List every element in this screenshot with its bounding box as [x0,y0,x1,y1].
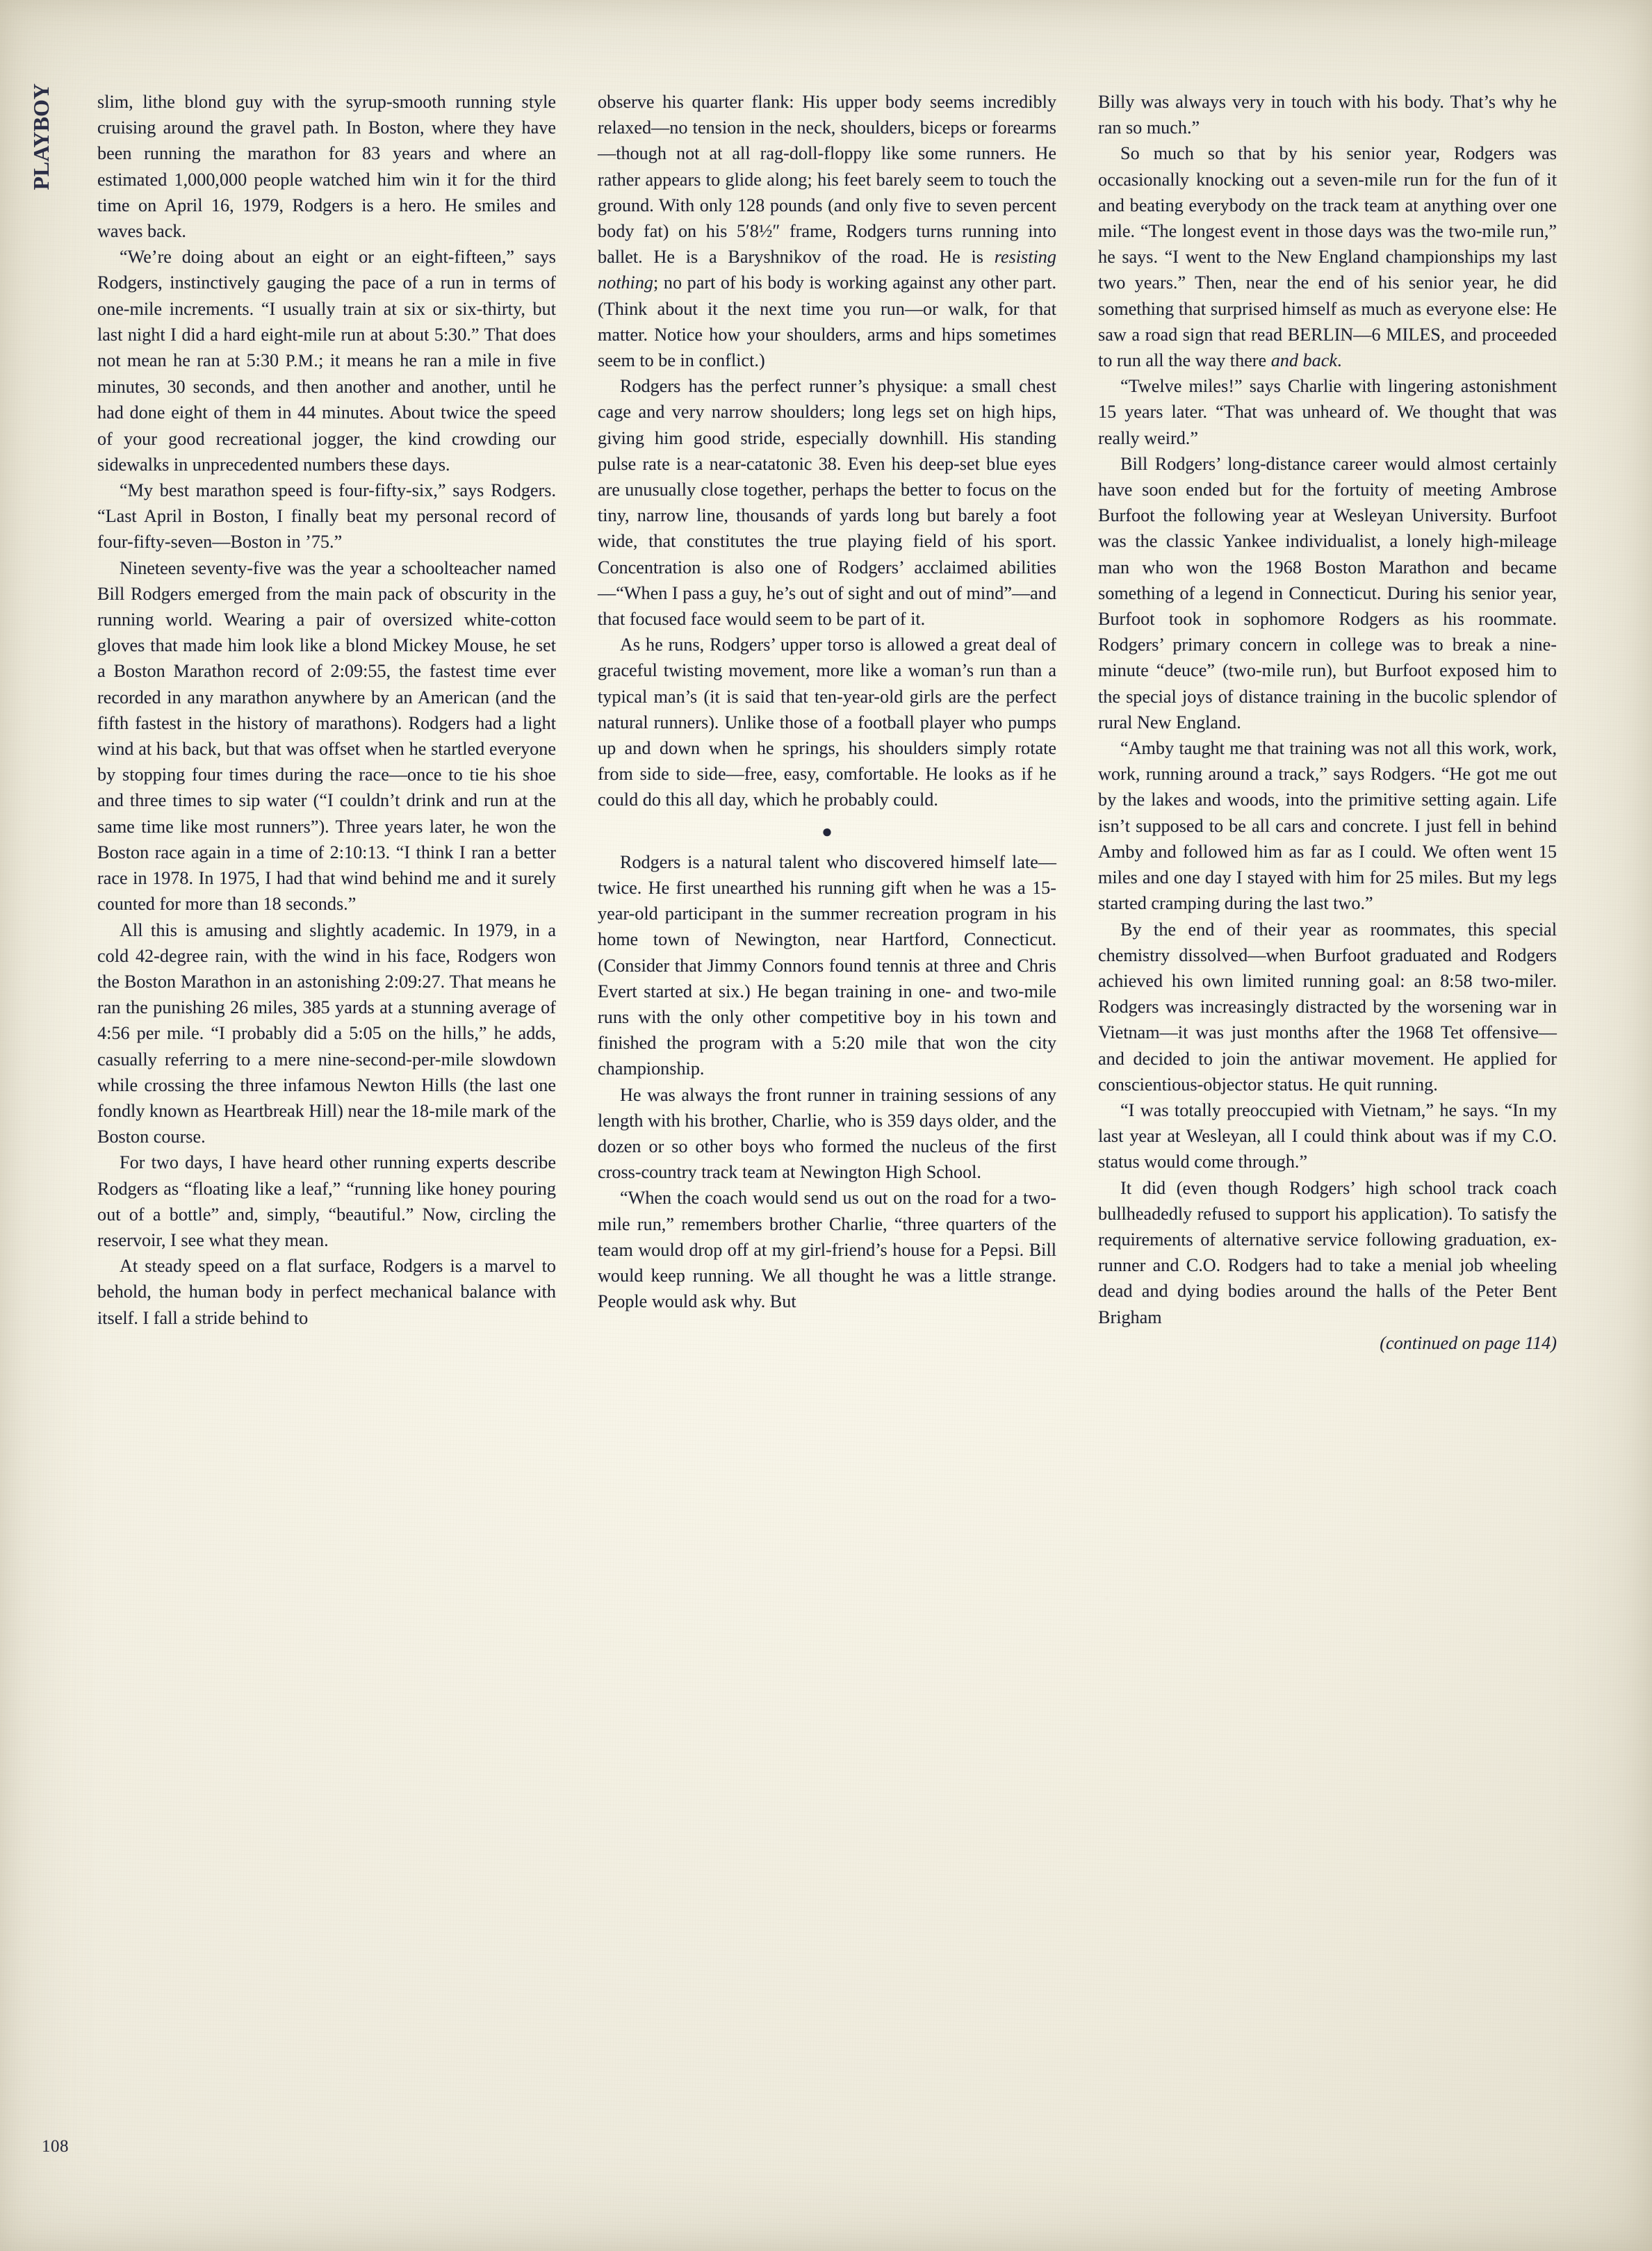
paragraph: slim, lithe blond guy with the syrup-smooth running style cruising around the gravel path. In Boston, where they have been running the marathon for 83 years and where an estimated 1,000,000 people watched him win it for the third time on April 16, 1979, Rodgers is a hero. He smiles and waves back. [97,92,556,242]
article-columns [97,89,1557,1356]
paragraph: Nineteen seventy-five was the year a schoolteacher named Bill Rodgers emerged from the main pack of obscurity in the running world. Wearing a pair of oversized white-cotton gloves that made him look like a blond Mickey Mouse, he set a Boston Marathon record of 2:09:55, the fastest time ever recorded in any marathon anywhere by an American (and the fifth fastest in the history of marathons). Rodgers had a light wind at his back, but that was offset when he startled everyone by stopping four times during the race—once to tie his shoe and three times to sip water (“I couldn’t drink and run at the same time like most runners”). Three years later, he won the Boston race again in a time of 2:10:13. “I think I ran a better race in 1978. In 1975, I had that wind behind me and it surely counted for more than 18 seconds.” [97,557,556,915]
paragraph: “My best marathon speed is four-fifty-six,” says Rodgers. “Last April in Boston, I finally beat my personal record of four-fifty-seven—Boston in ’75.” [97,480,556,552]
paragraph: At steady speed on a flat surface, Rodgers is a marvel to behold, the human body in perfect mechanical balance with itself. I fall a stride behind to [97,1256,556,1328]
paragraph: “When the coach would send us out on the road for a two-mile run,” remembers brother Charlie, “three quarters of the team would drop off at my girl-friend’s house for a Pepsi. Bill would keep running. We all thought he was a little strange. People would ask why. But [598,1188,1056,1312]
continued-note: (continued on page 114) [1380,1332,1557,1353]
paragraph: “Amby taught me that training was not all this work, work, work, running around a track,” says Rodgers. “He got me out by the lakes and woods, into the primitive setting again. Life isn’t supposed to be all cars and concrete. I just fell in behind Amby and followed him as far as I could. We often went 15 miles and one day I stayed with him for 25 miles. But my legs started cramping during the last two.” [1098,738,1557,914]
italic-run: and back [1270,350,1337,371]
paragraph: “Twelve miles!” says Charlie with lingering astonishment 15 years later. “That was unheard of. We thought that was really weird.” [1098,376,1557,448]
text-column-3 [1098,89,1557,1356]
small-caps-run: P.M. [285,352,319,371]
paragraph: Bill Rodgers’ long-distance career would almost certainly have soon ended but for the fortuity of meeting Ambrose Burfoot the following year at Wesleyan University. Burfoot was the classic Yankee individualist, a lonely high-mileage man who won the 1968 Boston Marathon and became something of a legend in Connecticut. During his senior year, Burfoot took in sophomore Rodgers as his roommate. Rodgers’ primary concern in college was to break a nine-minute “deuce” (two-mile run), but Burfoot exposed him to the special joys of distance training in the bucolic splendor of rural New England. [1098,453,1557,732]
paragraph: Rodgers is a natural talent who discovered himself late—twice. He first unearthed his running gift when he was a 15-year-old participant in the summer recreation program in his home town of Newington, near Hartford, Connecticut. (Consider that Jimmy Connors found tennis at three and Chris Evert started at six.) He began training in one- and two-mile runs with the only other competitive boy in his town and finished the program with a 5:20 mile that won the city championship. [598,851,1056,1079]
paragraph: He was always the front runner in training sessions of any length with his brother, Charlie, who is 359 days older, and the dozen or so other boys who formed the nucleus of the first cross-country track team at Newington High School. [598,1084,1056,1183]
paragraph: For two days, I have heard other running experts describe Rodgers as “floating like a leaf,” “running like honey pouring out of a bottle” and, simply, “beautiful.” Now, circling the reservoir, I see what they mean. [97,1152,556,1250]
paragraph: “I was totally preoccupied with Vietnam,” he says. “In my last year at Wesleyan, all I could think about was if my C.O. status would come through.” [1098,1099,1557,1172]
paragraph: So much so that by his senior year, Rodgers was occasionally knocking out a seven-mile run for the fun of it and beating everybody on the track team at anything over one mile. “The longest event in those days was the two-mile run,” he says. “I went to the New England championships my last two years.” Then, near the end of his senior year, he did something that surprised himself as much as everyone else: He saw a road sign that read BERLIN—6 MILES, and proceeded to run all the way there and back. [1098,143,1557,371]
text-column-1 [97,89,556,1356]
paragraph: Rodgers has the perfect runner’s physique: a small chest cage and very narrow shoulders; long legs set on high hips, giving him good stride, especially downhill. His standing pulse rate is a near-catatonic 38. Even his deep-set blue eyes are unusually close together, perhaps the better to focus on the tiny, narrow line, thousands of yards long but barely a foot wide, that constitutes the true playing field of his sport. Concentration is also one of Rodgers’ acclaimed abilities—“When I pass a guy, he’s out of sight and out of mind”—and that focused face would seem to be part of it. [598,376,1056,630]
playboy-masthead: PLAYBOY [28,83,54,190]
text-column-2 [598,89,1056,1356]
section-break-bullet: ● [821,821,833,842]
paragraph: observe his quarter flank: His upper body seems incredibly relaxed—no tension in the neck, shoulders, biceps or forearms—though not at all rag-doll-floppy like some runners. He rather appears to glide along; his feet barely seem to touch the ground. With only 128 pounds (and only five to seven percent body fat) on his 5′8½″ frame, Rodgers turns running into ballet. He is a Baryshnikov of the road. He is resisting nothing; no part of his body is working against any other part. (Think about it the next time you run—or walk, for that matter. Notice how your shoulders, arms and hips sometimes seem to be in conflict.) [598,92,1056,371]
paragraph: As he runs, Rodgers’ upper torso is allowed a great deal of graceful twisting movement, more like a woman’s run than a typical man’s (it is said that ten-year-old girls are the perfect natural runners). Unlike those of a football player who pumps up and down when he springs, his shoulders simply rotate from side to side—free, easy, comfortable. He looks as if he could do this all day, which he probably could. [598,635,1056,810]
paragraph: Billy was always very in touch with his body. That’s why he ran so much.” [1098,92,1557,138]
paragraph: All this is amusing and slightly academic. In 1979, in a cold 42-degree rain, with the wind in his face, Rodgers won the Boston Marathon in an astonishing 2:09:27. That means he ran the punishing 26 miles, 385 yards at a stunning average of 4:56 per mile. “I probably did a 5:05 on the hills,” he adds, casually referring to a mere nine-second-per-mile slowdown while crossing the three infamous Newton Hills (the last one fondly known as Heartbreak Hill) near the 18-mile mark of the Boston course. [97,919,556,1147]
page-number: 108 [42,2137,69,2156]
paragraph: “We’re doing about an eight or an eight-fifteen,” says Rodgers, instinctively gauging the pace of a run in terms of one-mile increments. “I usually train at six or six-thirty, but last night I did a hard eight-mile run at about 5:30.” That does not mean he ran at 5:30 P.M.; it means he ran a mile in five minutes, 30 seconds, and then another and another, until he had done eight of them in 44 minutes. About twice the speed of your good recreational jogger, the kind crowding our sidewalks in unprecedented numbers these days. [97,247,556,475]
italic-run: resisting nothing [598,247,1056,293]
paragraph: It did (even though Rodgers’ high school track coach bullheadedly refused to support his application). To satisfy the requirements of alternative service following graduation, ex-runner and C.O. Rodgers had to take a menial job wheeling dead and dying bodies around the halls of the Peter Bent Brigham [1098,1177,1557,1327]
paragraph: By the end of their year as roommates, this special chemistry dissolved—when Burfoot graduated and Rodgers achieved his own limited running goal: an 8:58 two-miler. Rodgers was increasingly distracted by the worsening war in Vietnam—it was just months after the 1968 Tet offensive—and decided to join the antiwar movement. He applied for conscientious-objector status. He quit running. [1098,919,1557,1095]
